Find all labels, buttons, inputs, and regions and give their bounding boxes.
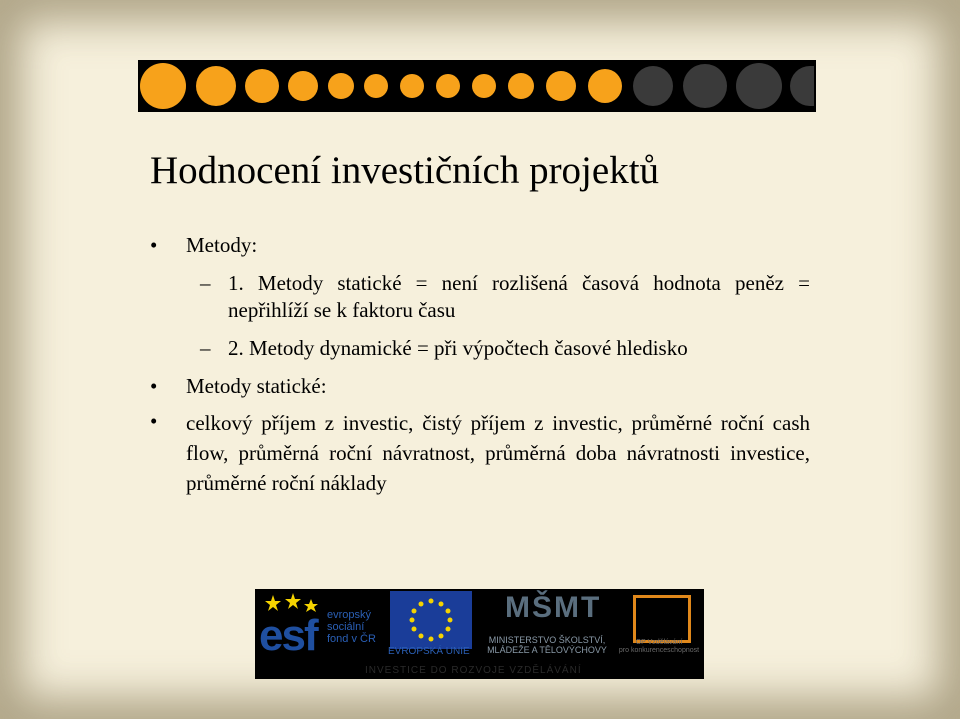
dot-orange-11 xyxy=(546,71,576,101)
funding-slogan: INVESTICE DO ROZVOJE VZDĚLÁVÁNÍ xyxy=(365,665,582,676)
dot-orange-4 xyxy=(288,71,318,101)
bullet-text: celkový příjem z investic, čistý příjem z investic, průměrné roční cash flow, průměrná roční návratnost, průměrná doba návratnosti investice, průměrné roční náklady xyxy=(186,411,810,495)
sub-item-text: 1. Metody statické = není rozlišená časová hodnota peněz = nepřihlíží se k faktoru času xyxy=(228,271,810,322)
bullet-item-2 xyxy=(150,373,810,400)
msmt-logo: MŠMT xyxy=(505,591,602,624)
bullet-item-3 xyxy=(150,408,810,498)
dot-grey-1 xyxy=(633,66,673,106)
eu-flag-icon xyxy=(390,591,472,649)
op-label: OP Vzdělávání pro konkurenceschopnost xyxy=(618,639,700,654)
dot-orange-2 xyxy=(196,66,236,106)
esf-subtitle: evropský sociální fond v ČR xyxy=(327,609,376,645)
bullet-marker: • xyxy=(150,233,158,257)
dot-orange-12 xyxy=(588,69,622,103)
dot-orange-8 xyxy=(436,74,460,98)
op-logo-icon xyxy=(633,595,691,643)
decorative-dot-bar xyxy=(138,60,816,112)
dot-grey-4 xyxy=(790,66,814,106)
bullet-text: Metody: xyxy=(186,233,258,257)
dot-orange-3 xyxy=(245,69,279,103)
esf-logo: esf xyxy=(259,611,317,660)
sub-item-2 xyxy=(150,335,810,362)
bullet-marker: • xyxy=(150,374,158,398)
slide-body xyxy=(150,232,810,498)
funding-logos-banner xyxy=(255,589,704,679)
sub-item-text: 2. Metody dynamické = při výpočtech časové hledisko xyxy=(228,336,688,360)
dot-grey-3 xyxy=(736,63,782,109)
dot-orange-9 xyxy=(472,74,496,98)
dot-orange-5 xyxy=(328,73,354,99)
dot-orange-6 xyxy=(364,74,388,98)
msmt-label: MINISTERSTVO ŠKOLSTVÍ, MLÁDEŽE A TĚLOVÝCHOVY xyxy=(487,635,607,655)
bullet-marker: • xyxy=(150,409,158,433)
dash-marker: – xyxy=(200,271,211,295)
dot-orange-1 xyxy=(140,63,186,109)
eu-label: EVROPSKÁ UNIE xyxy=(388,646,470,657)
bullet-text: Metody statické: xyxy=(186,374,327,398)
slide-title: Hodnocení investičních projektů xyxy=(150,149,660,192)
dot-orange-7 xyxy=(400,74,424,98)
dot-grey-2 xyxy=(683,64,727,108)
sub-item-1 xyxy=(150,270,810,324)
dot-orange-10 xyxy=(508,73,534,99)
dash-marker: – xyxy=(200,336,211,360)
bullet-item-1 xyxy=(150,232,810,259)
